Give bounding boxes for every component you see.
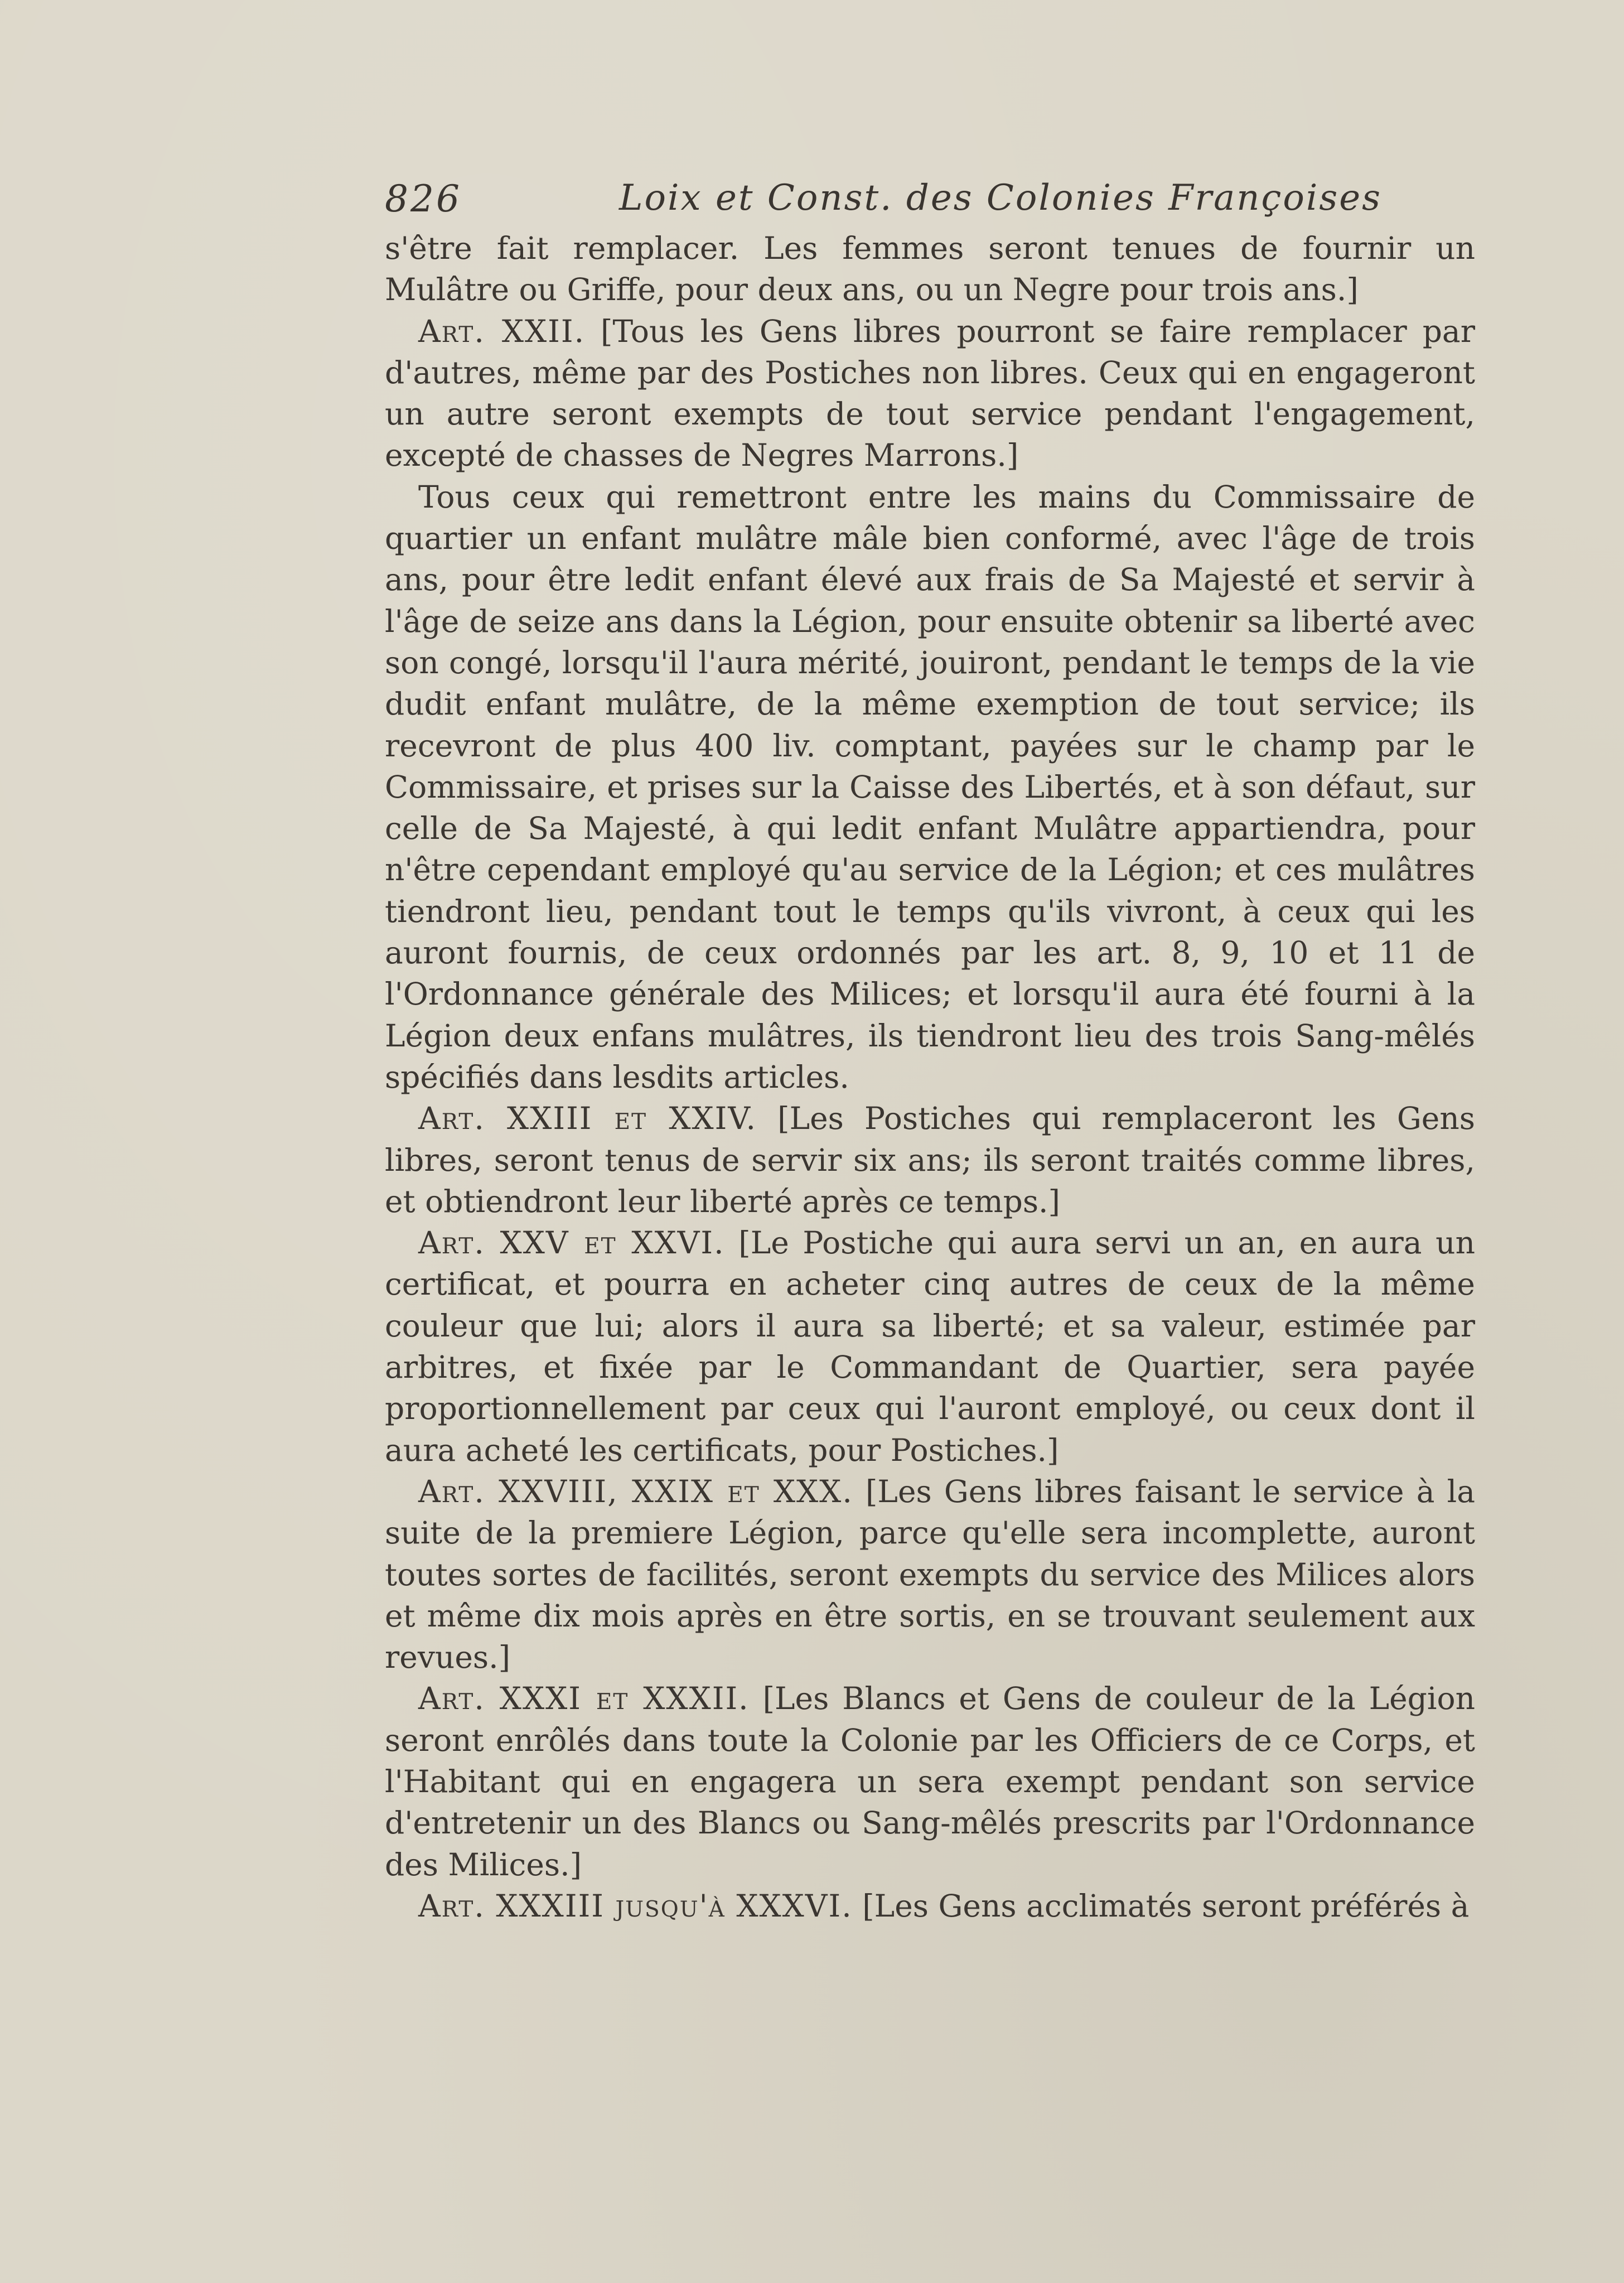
article-paragraph: [385, 1678, 1475, 1885]
page-number: 826: [385, 177, 462, 220]
article-label: Art. XXXIII jusqu'à XXXVI.: [418, 1888, 853, 1924]
article-label: Art. XXVIII, XXIX et XXX.: [418, 1473, 853, 1509]
page-header: [385, 177, 1382, 228]
article-label: Art. XXII.: [418, 313, 586, 349]
paragraph-text: [Les Postiches qui remplaceront les Gens libres, seront tenus de servir six ans; ils seront traités comme libres, et obtiendront leur liberté après ce temps.]: [385, 1101, 1476, 1219]
paragraph-text: Tous ceux qui remettront entre les mains du Commissaire de quartier un enfant mulâtre mâle bien conformé, avec l'âge de trois ans, pour être ledit enfant élevé aux frais de Sa Majesté et servir à l'âge de seize ans dans la Légion, pour ensuite obtenir sa liberté avec son congé, lorsqu'il l'aura mérité, jouiront, pendant le temps de la vie dudit enfant mulâtre, de la même exemption de tout service; ils recevront de plus 400 liv. comptant, payées sur le champ par le Commissaire, et prises sur la Caisse des Libertés, et à son défaut, sur celle de Sa Majesté, à qui ledit enfant Mulâtre appartiendra, pour n'être cependant employé qu'au service de la Légion; et ces mulâtres tiendront lieu, pendant tout le temps qu'ils vivront, à ceux qui les auront fournis, de ceux ordonnés par les art. 8, 9, 10 et 11 de l'Ordonnance générale des Milices; et lorsqu'il aura été fourni à la Légion deux enfans mulâtres, ils tiendront lieu des trois Sang-mêlés spécifiés dans lesdits articles.: [385, 479, 1475, 1095]
paragraph-text: [Le Postiche qui aura servi un an, en aura un certificat, et pourra en acheter cinq autres de ceux de la même couleur que lui; alors il aura sa liberté; et sa valeur, estimée par arbitres, et fixée par le Commandant de Quartier, sera payée proportionnellement par ceux qui l'auront employé, ou ceux dont il aura acheté les certificats, pour Postiches.]: [385, 1225, 1476, 1468]
article-paragraph: [385, 1885, 1475, 1927]
paragraph: [385, 228, 1475, 311]
paragraph-text: s'être fait remplacer. Les femmes seront tenues de fournir un Mulâtre ou Griffe, pour deux ans, ou un Negre pour trois ans.]: [385, 230, 1475, 308]
article-label: Art. XXV et XXVI.: [418, 1225, 725, 1261]
article-paragraph: [385, 1471, 1475, 1678]
article-paragraph: [385, 1098, 1475, 1222]
article-label: Art. XXIII et XXIV.: [418, 1101, 757, 1137]
running-title: Loix et Const. des Colonies Françoises: [619, 177, 1382, 219]
paragraph-text: [Les Blancs et Gens de couleur de la Légion seront enrôlés dans toute la Colonie par les Officiers de ce Corps, et l'Habitant qui en engagera un sera exempt pendant son service d'entretenir un des Blancs ou Sang-mêlés prescrits par l'Ordonnance des Milices.]: [385, 1681, 1476, 1883]
paragraph: [385, 476, 1475, 1098]
body-text: [385, 228, 1475, 1957]
paragraph-text: [Les Gens acclimatés seront préférés à: [862, 1888, 1470, 1924]
paragraph-text: [Les Gens libres faisant le service à la suite de la premiere Légion, parce qu'elle sera incomplette, auront toutes sortes de facilités, seront exempts du service des Milices alors et même dix mois après en être sortis, en se trouvant seulement aux revues.]: [385, 1473, 1476, 1676]
article-label: Art. XXXI et XXXII.: [418, 1681, 750, 1717]
article-paragraph: [385, 311, 1475, 476]
article-paragraph: [385, 1222, 1475, 1471]
paragraph-text: [Tous les Gens libres pourront se faire remplacer par d'autres, même par des Postiches non libres. Ceux qui en engageront un autre seront exempts de tout service pendant l'engagement, excepté de chasses de Negres Marrons.]: [385, 313, 1476, 474]
